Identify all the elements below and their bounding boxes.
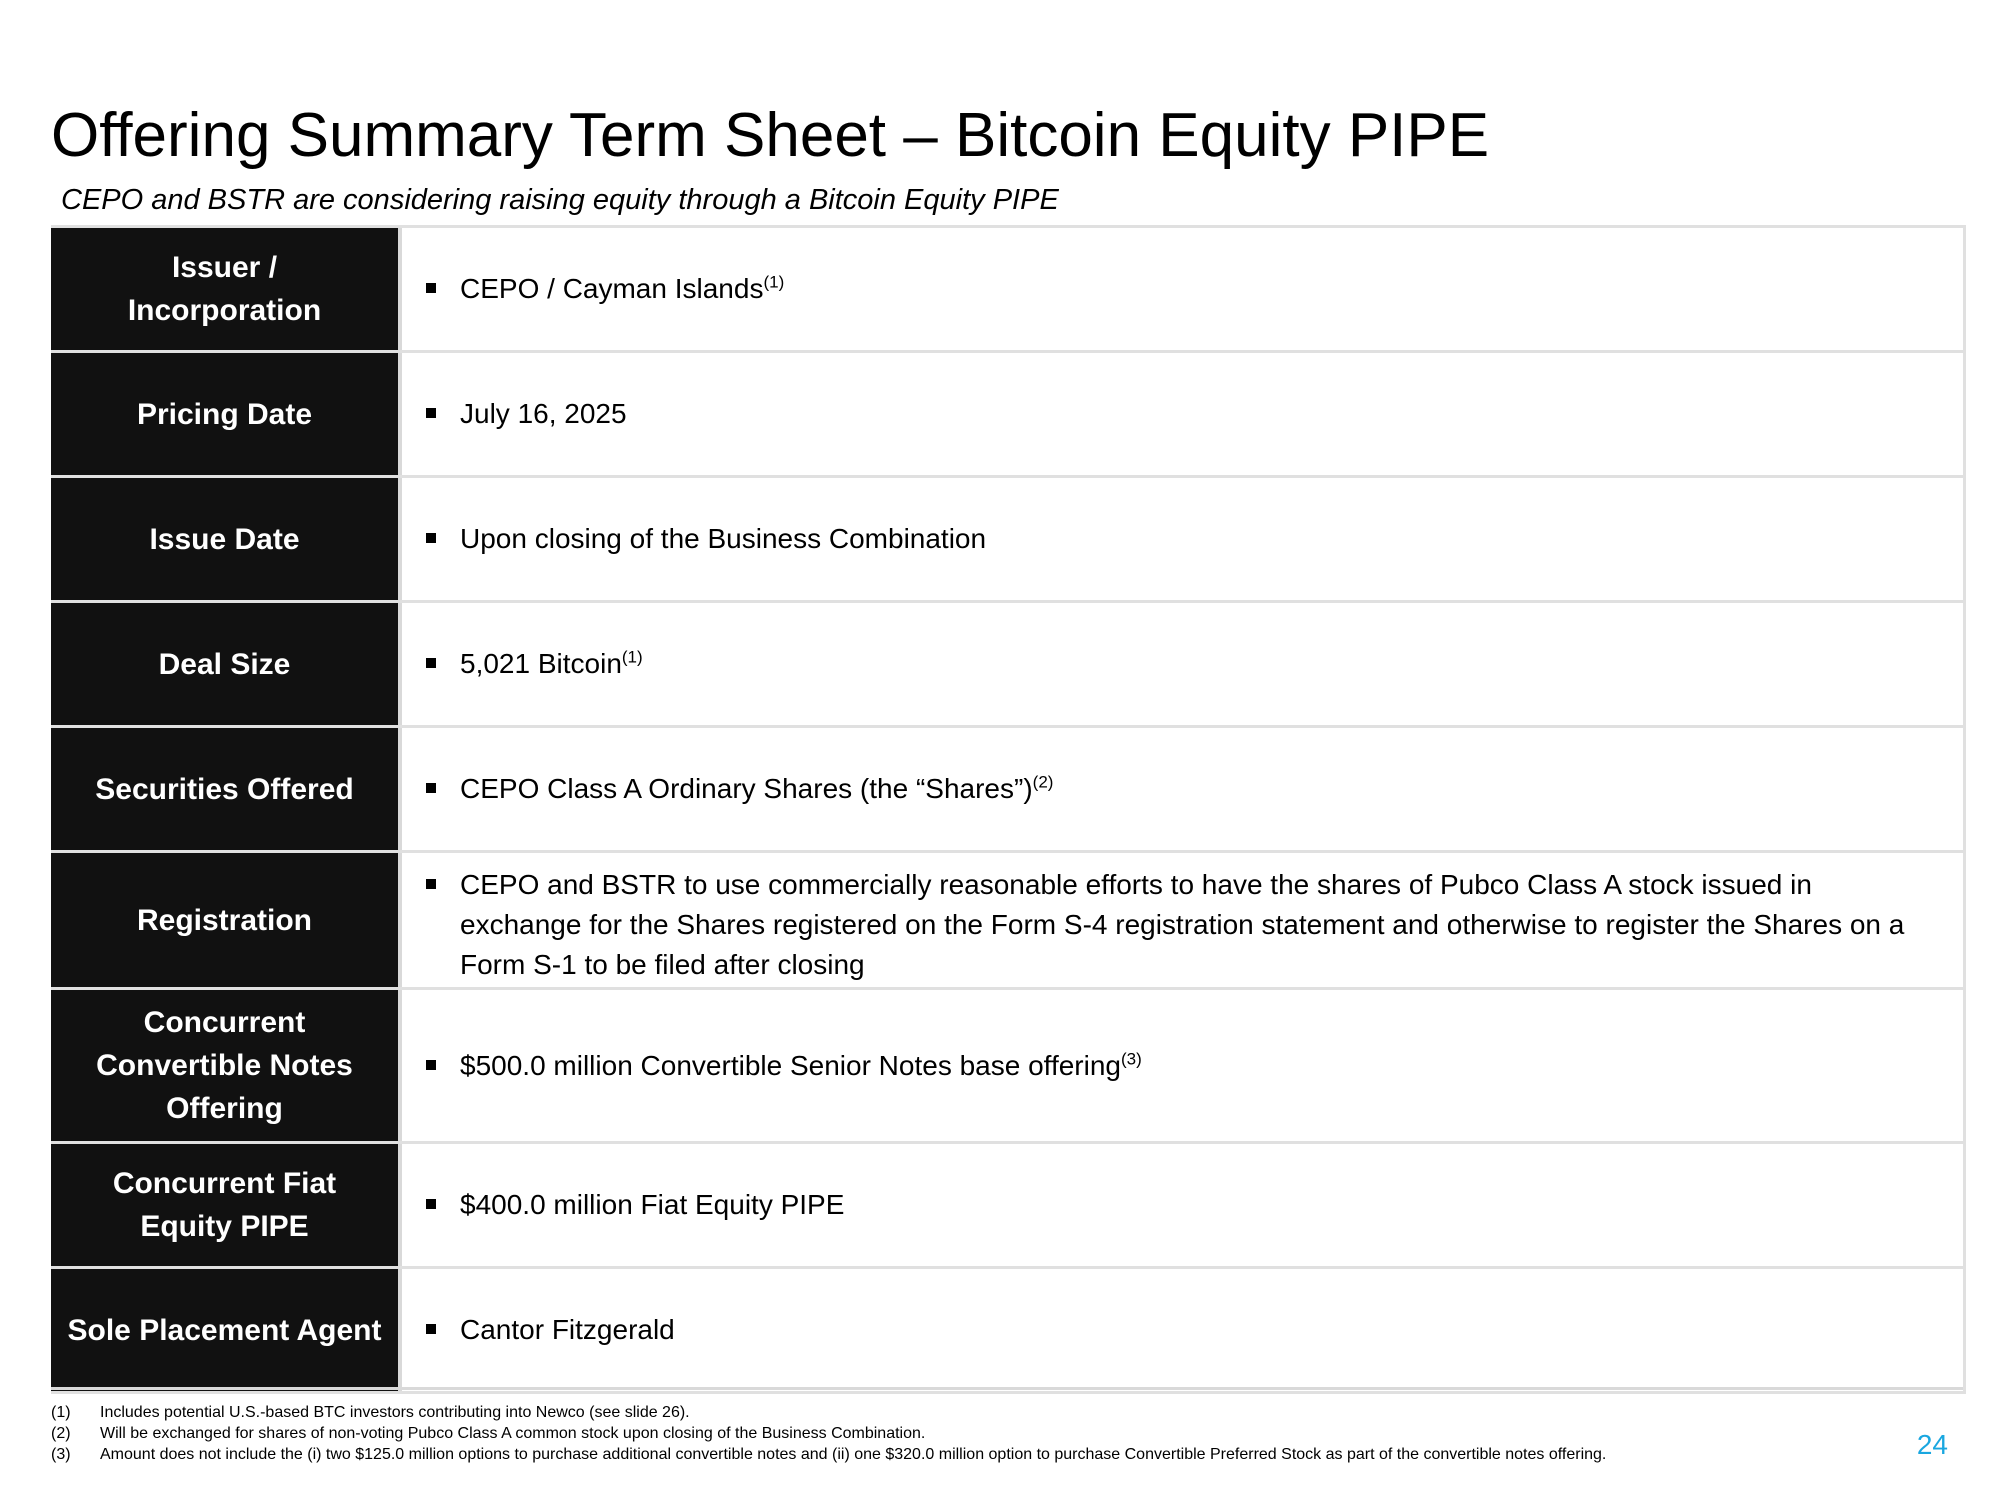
term-sheet-table [51, 225, 1966, 1394]
square-bullet-icon [426, 533, 436, 543]
footnotes [51, 1402, 1901, 1465]
term-value: $400.0 million Fiat Equity PIPE [460, 1189, 845, 1220]
square-bullet-icon [426, 783, 436, 793]
term-value-cell [402, 353, 1963, 475]
footnote-text: Includes potential U.S.-based BTC investors contributing into Newco (see slide 26). [100, 1404, 690, 1421]
term-value-cell [402, 728, 1963, 850]
term-label: Sole Placement Agent [51, 1269, 402, 1391]
bullet-item [426, 865, 1923, 985]
term-value-cell [402, 228, 1963, 350]
footnote-ref: (1) [621, 647, 643, 667]
term-label: Securities Offered [51, 728, 402, 850]
term-value-cell [402, 1144, 1963, 1266]
term-value-cell [402, 1269, 1963, 1391]
term-value: Upon closing of the Business Combination [460, 523, 987, 554]
bullet-item [426, 644, 643, 684]
term-row-deal-size [51, 603, 1963, 728]
footnote-ref: (2) [1032, 772, 1054, 792]
page-title: Offering Summary Term Sheet – Bitcoin Equity PIPE [51, 101, 1490, 170]
square-bullet-icon [426, 283, 436, 293]
term-value: $500.0 million Convertible Senior Notes base offering$^{(3)}$ [460, 1049, 1142, 1081]
square-bullet-icon [426, 1060, 436, 1070]
footnote-number: (1) [51, 1404, 71, 1421]
term-value: CEPO and BSTR to use commercially reasonable efforts to have the shares of Pubco Class A stock issued in exchange for the Shares registered on the Form S-4 registration statement and otherwise to register the Shares on a Form S-1 to be filed after closing [460, 869, 1905, 980]
footnote-text: Amount does not include the (i) two $125.0 million options to purchase additional convertible notes and (ii) one $320.0 million option to purchase Convertible Preferred Stock as part of the convertible notes offering. [100, 1446, 1607, 1463]
term-row-fiat-equity-pipe [51, 1144, 1963, 1269]
footnote-ref: (3) [1120, 1049, 1142, 1069]
square-bullet-icon [426, 408, 436, 418]
bullet-item [426, 394, 627, 434]
footnote [51, 1402, 1901, 1423]
term-value: 5,021 Bitcoin$^{(1)}$ [460, 647, 643, 679]
term-value-cell [402, 853, 1963, 987]
term-label: Registration [51, 853, 402, 987]
term-row-registration [51, 853, 1963, 990]
bullet-item [426, 1046, 1142, 1086]
term-row-securities-offered [51, 728, 1963, 853]
term-value-cell [402, 478, 1963, 600]
term-row-convertible-notes [51, 990, 1963, 1144]
term-value: Cantor Fitzgerald [460, 1314, 675, 1345]
footnote [51, 1423, 1901, 1444]
square-bullet-icon [426, 1199, 436, 1209]
page-subtitle: CEPO and BSTR are considering raising equity through a Bitcoin Equity PIPE [61, 184, 1059, 216]
term-value: July 16, 2025 [460, 398, 627, 429]
footnote [51, 1444, 1901, 1465]
page-number: 24 [1916, 1429, 1948, 1460]
term-value-cell [402, 603, 1963, 725]
bullet-item [426, 519, 986, 559]
square-bullet-icon [426, 658, 436, 668]
term-row-placement-agent [51, 1269, 1963, 1394]
term-label: Issuer / Incorporation [51, 228, 402, 350]
footnote-number: (3) [51, 1446, 71, 1463]
term-label: Concurrent Fiat Equity PIPE [51, 1144, 402, 1266]
term-label: Deal Size [51, 603, 402, 725]
bullet-item [426, 769, 1053, 809]
term-label: Issue Date [51, 478, 402, 600]
footnote-divider [51, 1387, 1963, 1390]
footnote-text: Will be exchanged for shares of non-voting Pubco Class A common stock upon closing of the Business Combination. [100, 1425, 926, 1442]
term-value: CEPO / Cayman Islands$^{(1)}$ [460, 272, 785, 304]
footnote-ref: (1) [763, 272, 785, 292]
square-bullet-icon [426, 1324, 436, 1334]
term-value: CEPO Class A Ordinary Shares (the “Shares”)$^{(2)}$ [460, 772, 1054, 804]
bullet-item [426, 1185, 844, 1225]
term-value-cell [402, 990, 1963, 1141]
term-label: Concurrent Convertible Notes Offering [51, 990, 402, 1141]
footnote-number: (2) [51, 1425, 71, 1442]
term-row-issue-date [51, 478, 1963, 603]
bullet-item [426, 269, 784, 309]
term-label: Pricing Date [51, 353, 402, 475]
term-row-issuer [51, 228, 1963, 353]
term-row-pricing-date [51, 353, 1963, 478]
square-bullet-icon [426, 879, 436, 889]
bullet-item [426, 1310, 675, 1350]
